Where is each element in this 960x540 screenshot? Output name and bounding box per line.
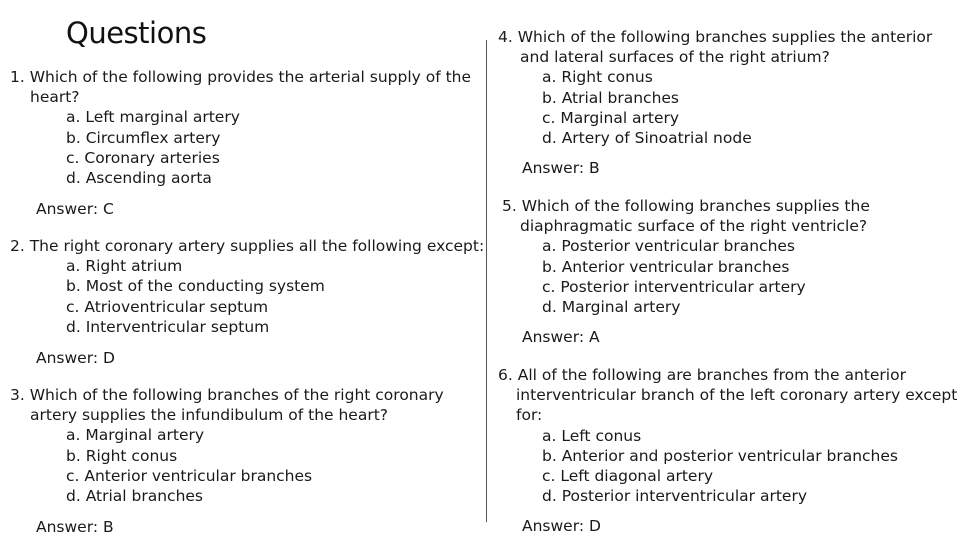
question-4-option-c: c. Marginal artery	[542, 108, 680, 127]
question-6-stem-line-1: 6. All of the following are branches from the anterior	[498, 366, 906, 384]
question-2-option-b: b. Most of the conducting system	[66, 277, 325, 296]
question-4-option-a: a. Right conus	[542, 68, 653, 87]
question-6-option-c: c. Left diagonal artery	[542, 466, 714, 485]
question-3	[10, 385, 444, 506]
question-4-option-d: d. Artery of Sinoatrial node	[542, 128, 752, 147]
question-1-option-d: d. Ascending aorta	[66, 168, 212, 187]
question-1	[10, 67, 471, 188]
question-4-stem-line-1: 4. Which of the following branches supplies the anterior	[498, 28, 933, 46]
question-3-stem-line-2: artery supplies the infundibulum of the heart?	[30, 406, 389, 425]
question-3-option-b: b. Right conus	[66, 446, 178, 465]
question-1-stem-line-2: heart?	[30, 88, 80, 107]
question-6-answer: Answer: D	[522, 517, 601, 535]
question-1-answer: Answer: C	[36, 200, 114, 218]
question-6-option-a: a. Left conus	[542, 426, 642, 445]
question-5-stem-line-2: diaphragmatic surface of the right ventricle?	[520, 217, 868, 236]
question-5-option-d: d. Marginal artery	[542, 297, 681, 316]
question-1-option-b: b. Circumflex artery	[66, 128, 221, 147]
question-2-option-d: d. Interventricular septum	[66, 317, 270, 336]
question-5-option-a: a. Posterior ventricular branches	[542, 237, 796, 256]
question-4-option-b: b. Atrial branches	[542, 88, 680, 107]
question-6-stem-line-3: for:	[516, 406, 543, 425]
question-4-stem-line-2: and lateral surfaces of the right atrium?	[520, 48, 830, 67]
question-6	[498, 365, 957, 506]
question-3-option-c: c. Anterior ventricular branches	[66, 466, 313, 485]
question-2-option-a: a. Right atrium	[66, 257, 183, 276]
question-6-option-d: d. Posterior interventricular artery	[542, 487, 808, 506]
question-4	[498, 27, 932, 148]
question-2-stem-line-1: 2. The right coronary artery supplies all the following except:	[10, 237, 485, 255]
question-2	[10, 236, 484, 337]
question-5-option-c: c. Posterior interventricular artery	[542, 277, 806, 296]
question-4-answer: Answer: B	[522, 159, 600, 177]
question-5-answer: Answer: A	[522, 328, 600, 346]
question-3-answer: Answer: B	[36, 518, 114, 536]
question-6-stem-line-2: interventricular branch of the left coronary artery except	[516, 386, 958, 405]
question-3-stem-line-1: 3. Which of the following branches of the right coronary	[10, 386, 444, 404]
question-6-option-b: b. Anterior and posterior ventricular branches	[542, 446, 898, 465]
question-2-answer: Answer: D	[36, 349, 115, 367]
question-5-stem-line-1: 5. Which of the following branches supplies the	[502, 197, 870, 215]
column-divider	[486, 40, 487, 522]
question-2-option-c: c. Atrioventricular septum	[66, 297, 269, 316]
question-1-option-c: c. Coronary arteries	[66, 148, 220, 167]
question-3-option-a: a. Marginal artery	[66, 426, 205, 445]
page-title: Questions	[66, 16, 207, 50]
question-5-option-b: b. Anterior ventricular branches	[542, 257, 790, 276]
question-3-option-d: d. Atrial branches	[66, 486, 204, 505]
question-1-stem-line-1: 1. Which of the following provides the arterial supply of the	[10, 68, 472, 86]
question-1-option-a: a. Left marginal artery	[66, 108, 240, 127]
question-5	[502, 196, 870, 317]
